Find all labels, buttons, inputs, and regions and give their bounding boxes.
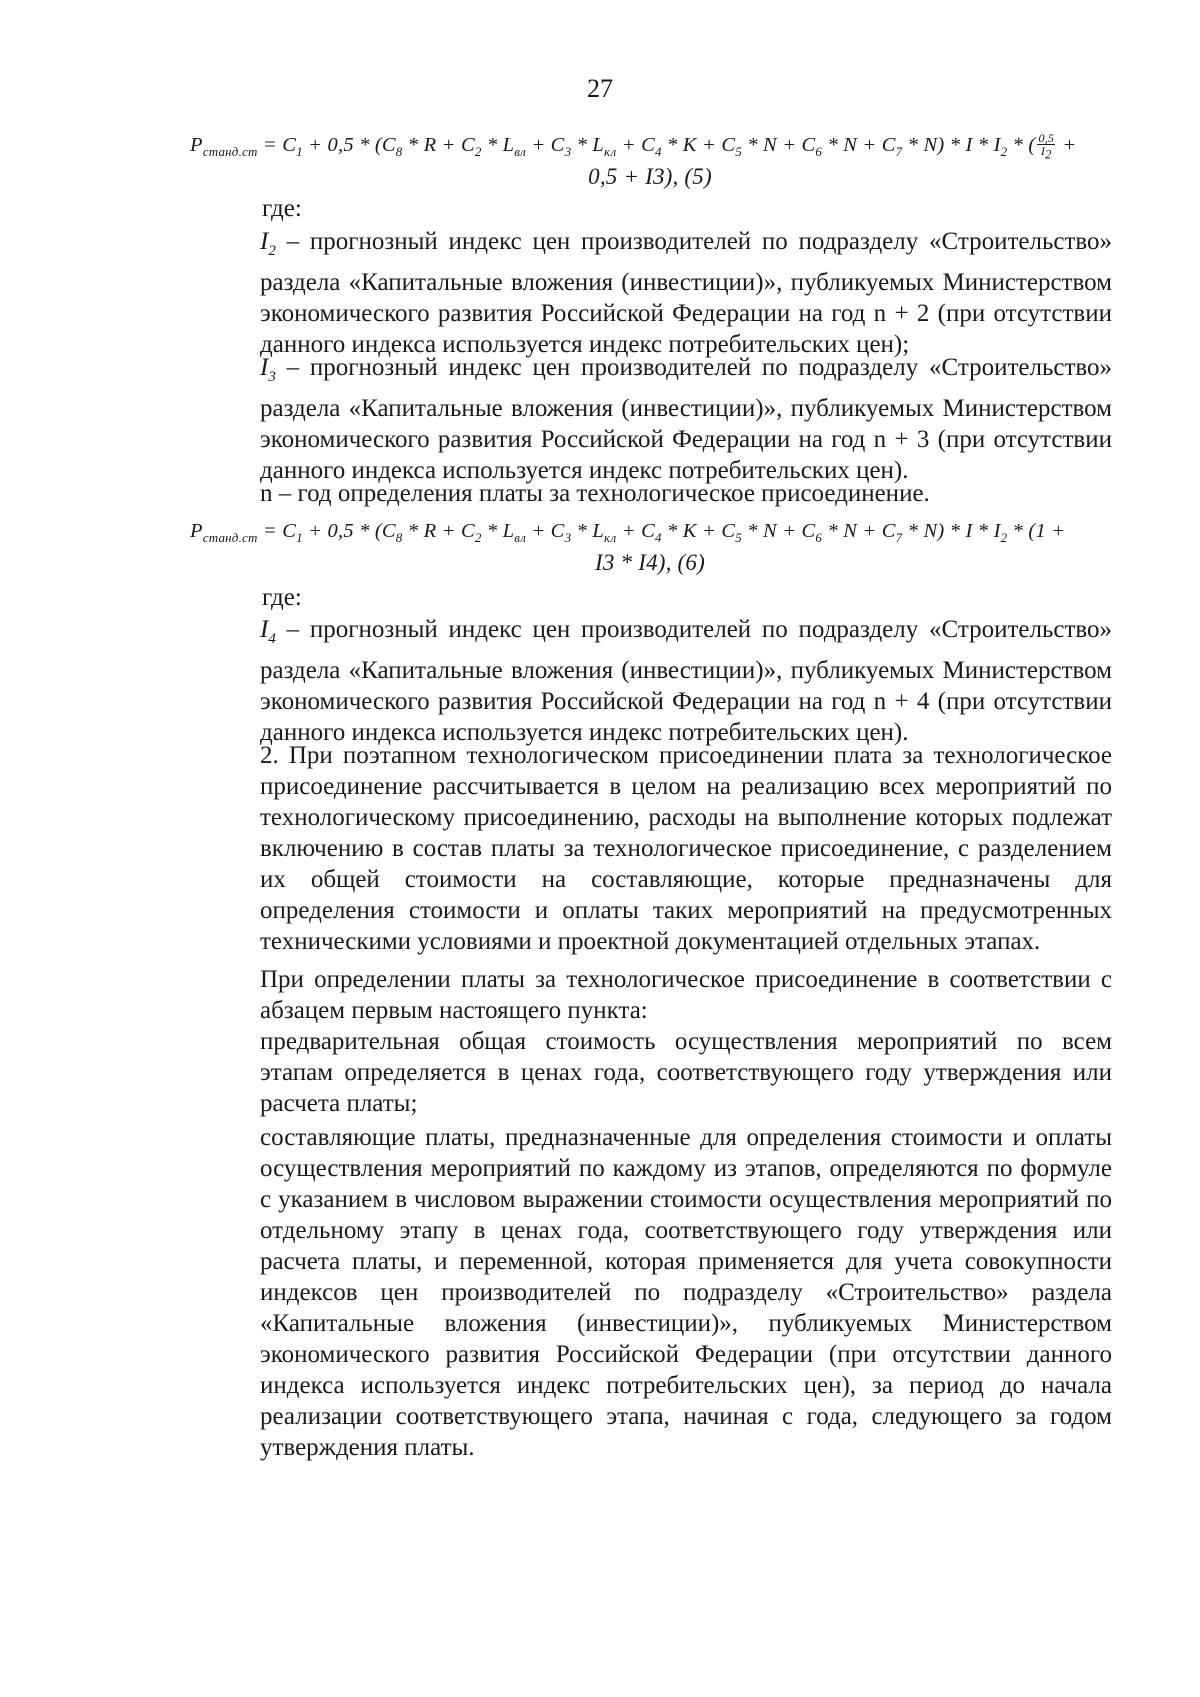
where-label-2: где:: [262, 584, 302, 611]
variable-i3: $I_3$: [260, 354, 276, 385]
where-label-1: где:: [262, 195, 302, 222]
formula-6-line-2: I3 * I4), (6): [595, 550, 705, 576]
formula-6: [190, 520, 1110, 576]
n-definition-text: n – год определения платы за технологическое присоединение.: [260, 480, 930, 507]
paragraph-4-text: составляющие платы, предназначенные для определения стоимости и оплаты осуществления мероприятий по каждому из этапов, определяются по формуле с указанием в числовом выражении стоимости осуществления мероприятий по отдельному этапу в ценах года, соответствующего году утверждения или расчета платы, и переменной, которая применяется для учета совокупности индексов цен производителей по подразделу «Строительство» раздела «Капитальные вложения (инвестиции)», публикуемых Министерством экономического развития Российской Федерации (при отсутствии данного индекса используется индекс потребительских цен), за период до начала реализации соответствующего этапа, начиная с года, следующего за годом утверждения платы.: [260, 1124, 1112, 1461]
definition-i4-text: – прогнозный индекс цен производителей по подразделу «Строительство» раздела «Капитальные вложения (инвестиции)», публикуемых Министерством экономического развития Российской Федерации на год n + 4 (при отсутствии данного индекса используется индекс потребительских цен).: [260, 616, 1112, 746]
paragraph-1-text: 2. При поэтапном технологическом присоединении плата за технологическое присоединение рассчитывается в целом на реализацию всех мероприятий по технологическому присоединению, расходы на выполнение которых подлежат включению в состав платы за технологическое присоединение, с разделением их общей стоимости на составляющие, которые предназначены для определения стоимости и оплаты таких мероприятий на предусмотренных техническими условиями и проектной документацией отдельных этапах.: [260, 742, 1112, 955]
n-definition: [190, 478, 1112, 509]
page-number: 27: [587, 74, 613, 103]
paragraph-components: [190, 1122, 1112, 1463]
definition-i3: [190, 352, 1112, 486]
variable-i4: $I_4$: [260, 616, 276, 647]
variable-i2: $I_2$: [260, 228, 276, 259]
definition-i4: [190, 614, 1112, 748]
paragraph-preliminary-cost: [190, 1026, 1112, 1119]
definition-i2: [190, 226, 1112, 360]
formula-6-line-1: $P_{станд.ст} = C_1 + 0,5 * (C_8 * R + C_2 * L_{вл} + C_3 * L_{кл} + C_4 * K + C_5 * N + C_6 * N + C_7 * N) * I * I_2 * (1$ +: [190, 520, 1066, 546]
paragraph-stage-connection: [190, 740, 1112, 957]
formula-5: [190, 132, 1110, 190]
definition-i2-text: – прогнозный индекс цен производителей по подразделу «Строительство» раздела «Капитальные вложения (инвестиции)», публикуемых Министерством экономического развития Российской Федерации на год n + 2 (при отсутствии данного индекса используется индекс потребительских цен);: [260, 228, 1112, 358]
formula-5-line-2: 0,5 + I3), (5): [588, 164, 712, 190]
paragraph-determination: [190, 964, 1112, 1026]
paragraph-3-text: предварительная общая стоимость осуществления мероприятий по всем этапам определяется в ценах года, соответствующего году утверждения или расчета платы;: [260, 1028, 1112, 1117]
definition-i3-text: – прогнозный индекс цен производителей по подразделу «Строительство» раздела «Капитальные вложения (инвестиции)», публикуемых Министерством экономического развития Российской Федерации на год n + 3 (при отсутствии данного индекса используется индекс потребительских цен).: [260, 354, 1112, 484]
paragraph-2-text: При определении платы за технологическое присоединение в соответствии с абзацем первым настоящего пункта:: [260, 966, 1112, 1024]
formula-5-line-1: $P_{станд.ст} = C_1 + 0,5 * (C_8 * R + C_2 * L_{вл} + C_3 * L_{кл} + C_4 * K + C_5 * N + C_6 * N + C_7 * N) * I * I_2$ * ( $\frac{0,5}{I_2}$ +: [190, 131, 1077, 162]
